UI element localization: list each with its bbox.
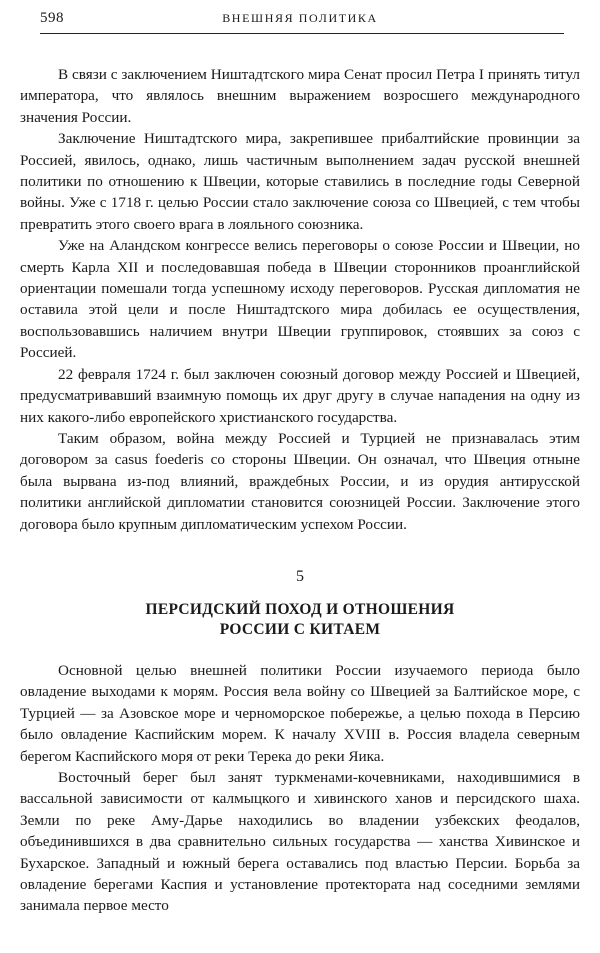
paragraph: Таким образом, война между Россией и Турцией не признавалась этим договором за casus foederis со стороны Швеции. Он означал, что Швеция отныне была вырвана из-под влияний, враждебных России, и из орудия антирусской политики английской дипломатии становится союзницей России. Заключение этого договора было крупным дипломатическим успехом России. (20, 429, 580, 533)
page-number: 598 (40, 10, 64, 26)
text-body (20, 64, 580, 917)
paragraph: Восточный берег был занят туркменами-кочевниками, находившимися в вассальной зависимости от калмыцкого и хивинского ханов и персидского шаха. Земли по реке Аму-Дарье находились во владении узбекских феодалов, объединившихся в два сравнительно сильных государства — ханства Хивинское и Бухарское. Западный и южный берега оставались под властью Персии. Борьба за овладение берегами Каспия и установление протектората над соседними землями занимала первое место (20, 768, 580, 915)
paragraph: 22 февраля 1724 г. был заключен союзный договор между Россией и Швецией, предусматривавший взаимную помощь их друг другу в случае нападения на одну из них какого-либо европейского христианского государства. (20, 365, 580, 426)
running-title: ВНЕШНЯЯ ПОЛИТИКА (222, 11, 378, 25)
section-title-line: ПЕРСИДСКИЙ ПОХОД И ОТНОШЕНИЯ (145, 600, 455, 618)
header-rule (40, 33, 564, 34)
paragraph: Основной целью внешней политики России изучаемого периода было овладение выходами к морям. Россия вела войну со Швецией за Балтийское море, с Турцией — за Азовское море и черноморское побережье, а целью похода в Персию было овладение Каспийским морем. К началу XVIII в. Россия владела северным берегом Каспийского моря от реки Терека до реки Яика. (20, 661, 580, 765)
paragraph: В связи с заключением Ништадтского мира Сенат просил Петра I принять титул императора, что являлось внешним выражением возросшего международного значения России. (20, 66, 580, 126)
running-head (20, 0, 580, 34)
paragraph: Заключение Ништадтского мира, закрепившее прибалтийские провинции за Россией, явилось, однако, лишь частичным выполнением задач русской внешней политики по отношению к Швеции, которые ставились в последние годы Северной войны. Уже с 1718 г. целью России стало заключение союза со Швецией, с тем чтобы превратить этого своего врага в лояльного союзника. (20, 130, 580, 233)
section-title-line: РОССИИ С КИТАЕМ (219, 620, 381, 638)
section-number: 5 (296, 567, 304, 585)
section-title (20, 600, 580, 640)
paragraph: Уже на Аландском конгрессе велись переговоры о союзе России и Швеции, но смерть Карла XII и последовавшая победа в Швеции сторонников проанглийской ориентации помешали тогда успешному исходу переговоров. Русская дипломатия не оставила этой цели и после Ништадтского мира добилась ее осуществления, воспользовавшись наличием внутри Швеции группировок, стоявших за союз с Россией. (20, 237, 580, 362)
